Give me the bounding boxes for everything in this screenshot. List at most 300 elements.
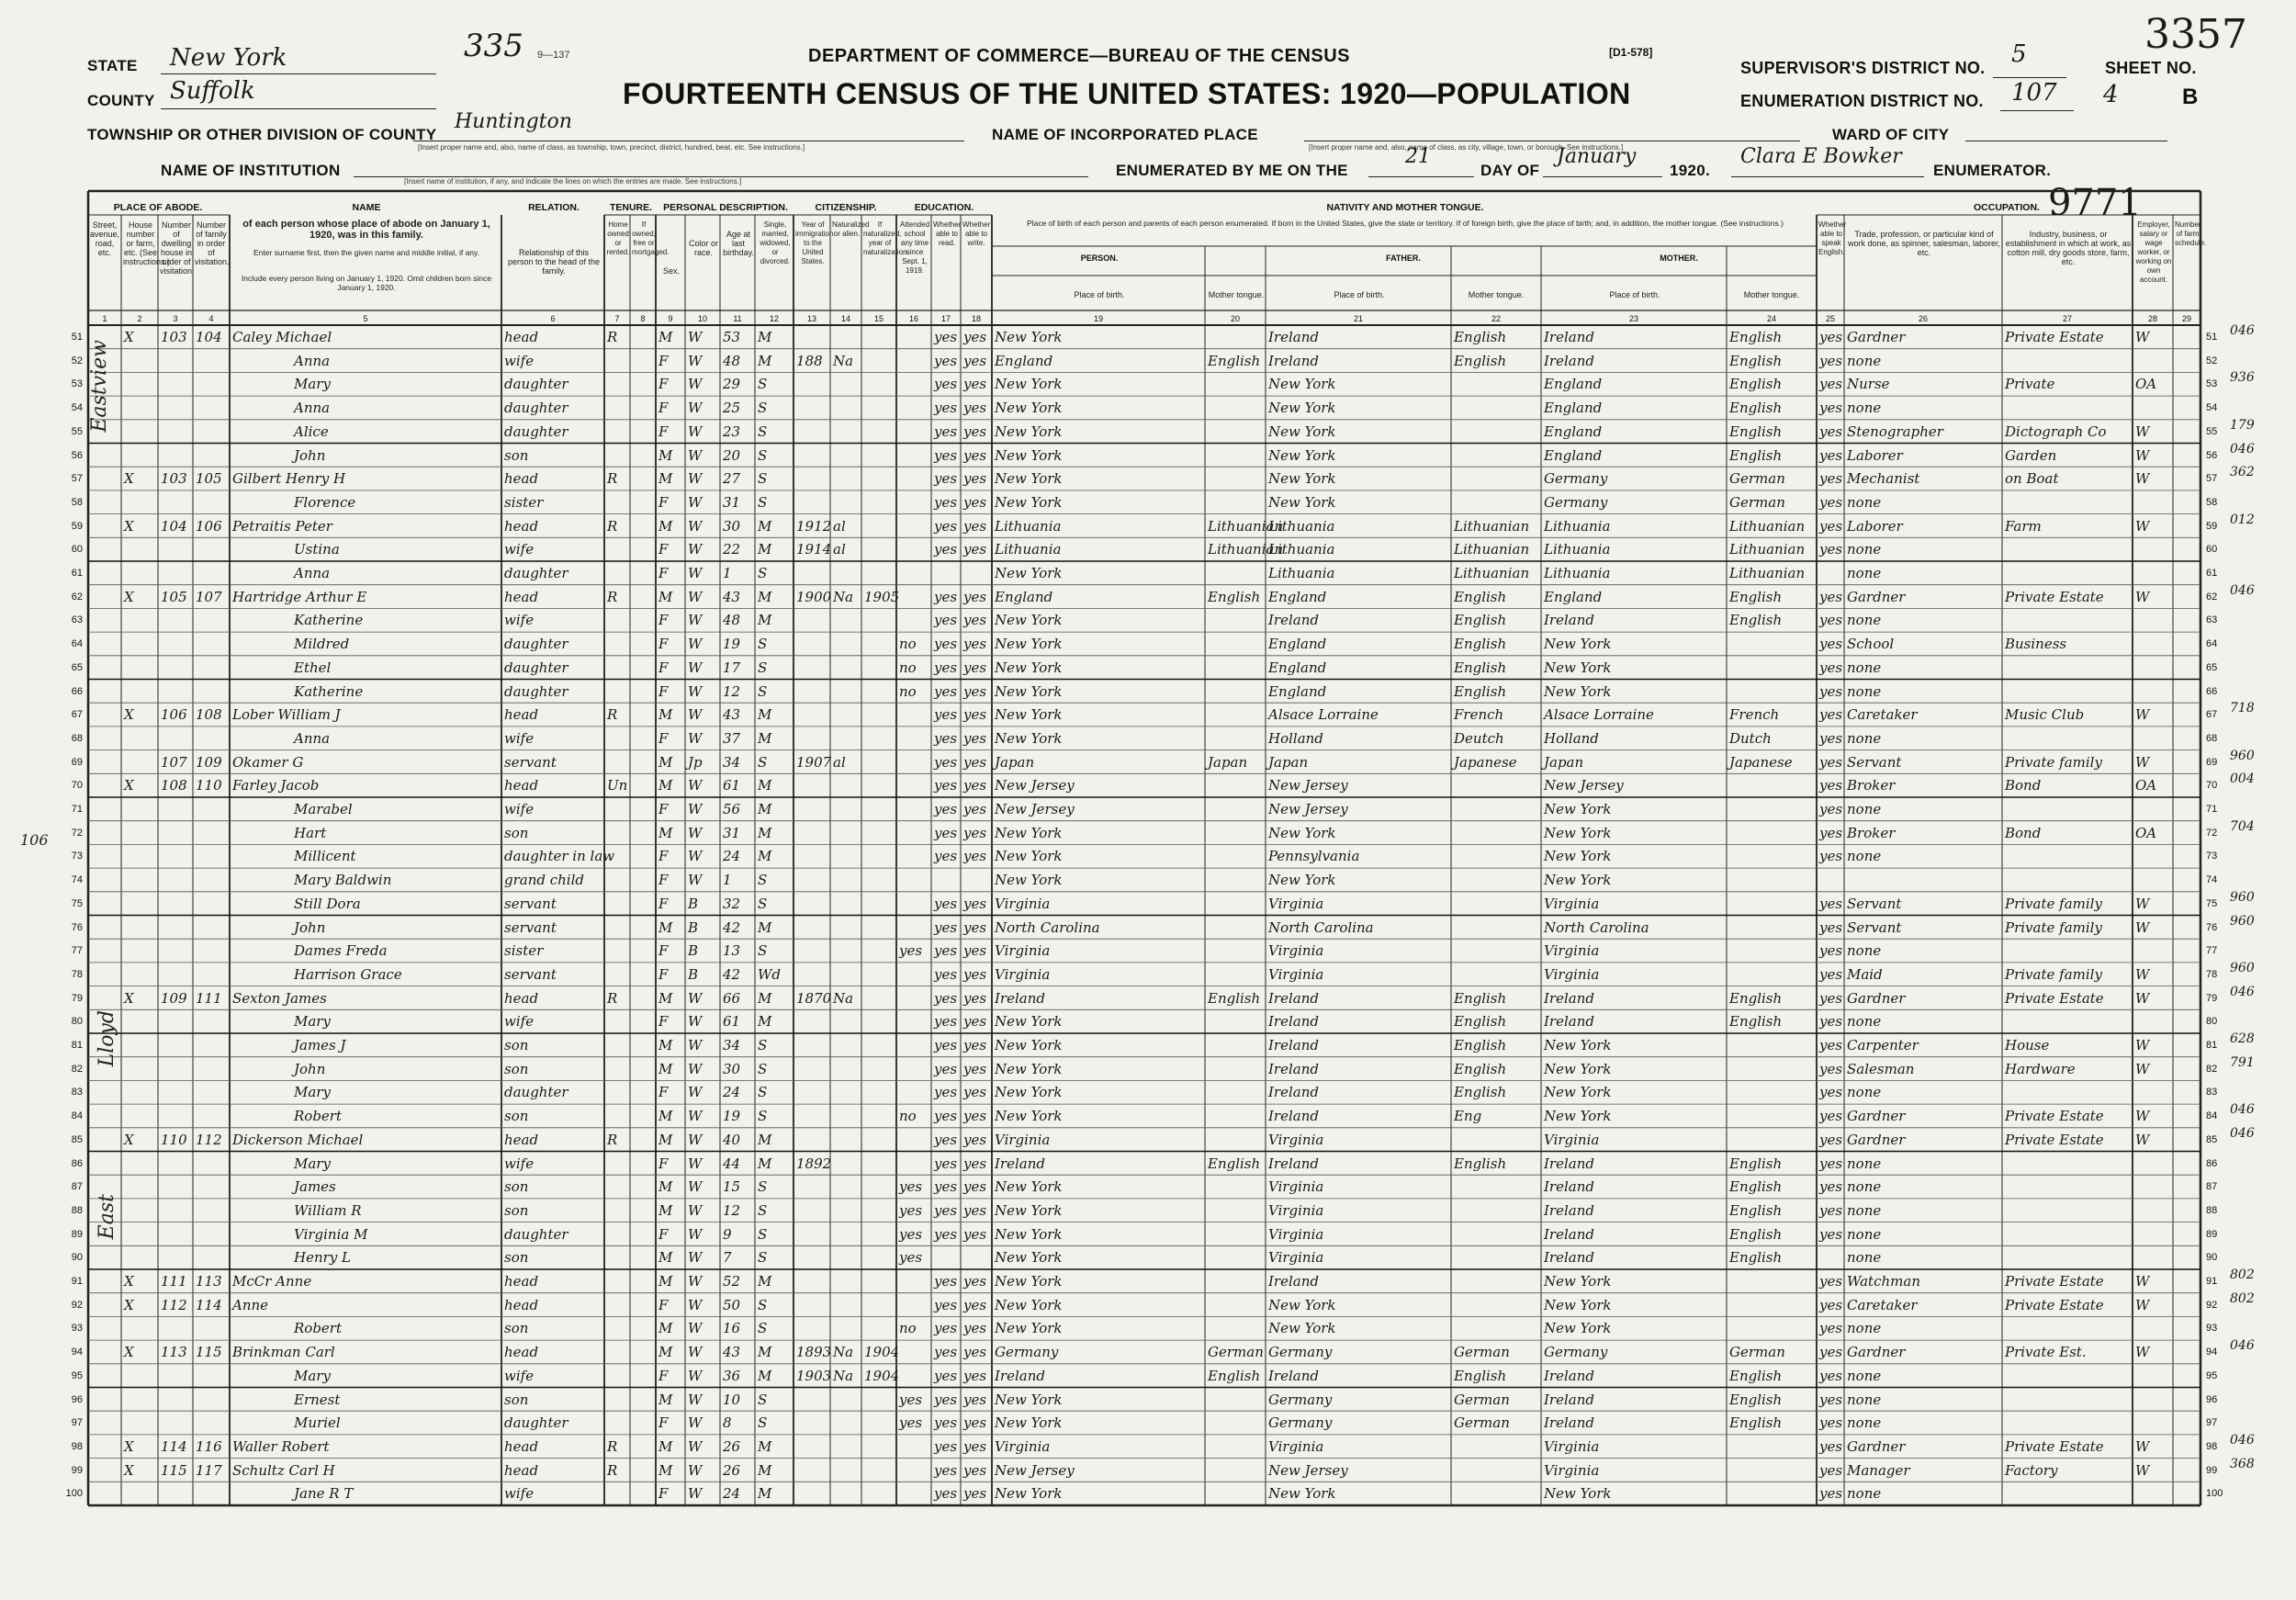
- cell-ms: S: [758, 1249, 768, 1267]
- cell-rd: yes: [934, 1060, 958, 1077]
- cell-fpob: Virginia: [1268, 1249, 1324, 1267]
- cell-sch: yes: [899, 1249, 923, 1267]
- name-desc-3: Include every person living on January 1, 1920. Omit children born since January 1, 1920.: [241, 274, 492, 292]
- cell-color: W: [688, 493, 703, 511]
- cell-sex: M: [658, 446, 673, 464]
- cell-rd: yes: [934, 777, 958, 794]
- cell-ind: on Boat: [2005, 470, 2059, 488]
- cell-mpob: Ireland: [1544, 1178, 1594, 1196]
- cell-sex: M: [658, 753, 673, 771]
- cell-emp: W: [2135, 1131, 2150, 1148]
- incorporated-note: [Insert proper name and, also, name of class, as city, village, town, or borough. See instructions.]: [1309, 143, 1624, 152]
- cell-name: Henry L: [294, 1249, 351, 1267]
- cell-rd: yes: [934, 1108, 958, 1125]
- line-number: 74: [71, 874, 83, 886]
- cell-rd: yes: [934, 682, 958, 700]
- cell-c3: 114: [161, 1437, 187, 1455]
- cell-age: 9: [723, 1225, 732, 1243]
- cell-rel: son: [504, 1320, 529, 1337]
- cell-age: 29: [723, 376, 741, 393]
- cell-name: Marabel: [294, 801, 353, 817]
- occupation-code: 046: [2230, 441, 2255, 456]
- cell-rd: yes: [934, 400, 958, 417]
- column-number: 12: [769, 314, 779, 323]
- cell-eng: yes: [1819, 1367, 1843, 1384]
- cell-mpob: Virginia: [1544, 895, 1600, 912]
- cell-age: 17: [723, 659, 741, 676]
- cell-rd: yes: [934, 801, 958, 817]
- cell-eng: yes: [1819, 588, 1843, 605]
- column-number: 22: [1491, 314, 1501, 323]
- cell-rel: head: [504, 706, 539, 724]
- cell-mpob: North Carolina: [1544, 918, 1649, 936]
- cell-eng: yes: [1819, 376, 1843, 393]
- cell-nyr: 1905: [864, 588, 900, 605]
- cell-eng: yes: [1819, 1437, 1843, 1455]
- cell-name: Anna: [294, 565, 331, 581]
- column-number: 15: [873, 314, 884, 323]
- cell-pob: New York: [995, 446, 1063, 464]
- cell-mpob: Ireland: [1544, 989, 1594, 1007]
- line-number: 69: [71, 756, 83, 768]
- line-number: 66: [71, 685, 83, 697]
- cell-fpob: Virginia: [1268, 965, 1324, 983]
- cell-mtong: English: [1729, 1201, 1783, 1219]
- column-number: 16: [908, 314, 918, 323]
- cell-color: W: [688, 352, 703, 369]
- column-number: 26: [1918, 314, 1928, 323]
- column-number: 27: [2062, 314, 2072, 323]
- cell-pob: New York: [995, 470, 1063, 488]
- cell-wr: yes: [963, 329, 987, 345]
- cell-trade: none: [1847, 659, 1882, 676]
- cell-age: 15: [723, 1178, 741, 1196]
- cell-rel: head: [504, 1131, 539, 1148]
- occupation-code: 791: [2230, 1054, 2255, 1070]
- cell-fpob: Germany: [1268, 1344, 1333, 1361]
- cell-ind: Private family: [2005, 918, 2102, 936]
- cell-mtong: English: [1729, 1225, 1783, 1243]
- line-number: 78: [71, 968, 83, 980]
- cell-rel: son: [504, 1178, 529, 1196]
- cell-sch: yes: [899, 1391, 923, 1408]
- cell-wr: yes: [963, 400, 987, 417]
- cell-wr: yes: [963, 1037, 987, 1054]
- column-number: 6: [550, 314, 556, 323]
- occupation-code: 046: [2230, 1125, 2255, 1141]
- cell-ind: Private Estate: [2005, 1437, 2104, 1455]
- cell-ftong: English: [1454, 659, 1507, 676]
- cell-mpob: Ireland: [1544, 612, 1594, 629]
- cell-mpob: Ireland: [1544, 329, 1594, 345]
- cell-ms: M: [758, 989, 772, 1007]
- cell-ms: M: [758, 1367, 772, 1384]
- cell-nat: Na: [833, 1367, 854, 1384]
- cell-tongue: English: [1208, 1155, 1261, 1172]
- cell-rd: yes: [934, 706, 958, 724]
- occupation-code: 046: [2230, 1338, 2255, 1354]
- cell-wr: yes: [963, 1414, 987, 1432]
- cell-wr: yes: [963, 965, 987, 983]
- cell-eng: yes: [1819, 1225, 1843, 1243]
- cell-own: R: [607, 1131, 618, 1148]
- cell-pob: New York: [995, 1201, 1063, 1219]
- cell-trade: none: [1847, 1367, 1882, 1384]
- cell-fpob: New York: [1268, 1320, 1336, 1337]
- cell-fpob: New Jersey: [1268, 1461, 1348, 1479]
- cell-mpob: Holland: [1544, 729, 1599, 747]
- cell-trade: Gardner: [1847, 1108, 1906, 1125]
- cell-sex: M: [658, 517, 673, 535]
- cell-mpob: Virginia: [1544, 965, 1600, 983]
- occupation-code: 046: [2230, 1102, 2255, 1118]
- cell-color: W: [688, 1414, 703, 1432]
- cell-rel: head: [504, 517, 539, 535]
- side-note-bottom: East: [96, 1194, 118, 1240]
- cell-c2: X: [124, 588, 134, 605]
- cell-mpob: Virginia: [1544, 1461, 1600, 1479]
- township-label: TOWNSHIP OR OTHER DIVISION OF COUNTY: [87, 126, 437, 143]
- cell-trade: Broker: [1847, 824, 1896, 841]
- cell-wr: yes: [963, 1084, 987, 1101]
- cell-name: Jane R T: [294, 1485, 354, 1503]
- cell-eng: yes: [1819, 1391, 1843, 1408]
- cell-trade: Caretaker: [1847, 1296, 1918, 1313]
- cell-mtong: English: [1729, 352, 1783, 369]
- cell-sch: no: [899, 636, 917, 653]
- cell-pob: Virginia: [995, 895, 1051, 912]
- cell-name: Okamer G: [232, 753, 304, 771]
- cell-c3: 103: [161, 329, 187, 345]
- cell-color: W: [688, 1461, 703, 1479]
- cell-ftong: French: [1454, 706, 1504, 724]
- cell-fpob: New Jersey: [1268, 801, 1348, 817]
- cell-color: W: [688, 1084, 703, 1101]
- cell-nat: al: [833, 517, 846, 535]
- cell-pob: Virginia: [995, 1437, 1051, 1455]
- cell-mpob: New York: [1544, 824, 1612, 841]
- occupation-code: 628: [2230, 1031, 2255, 1046]
- cell-mpob: New York: [1544, 1108, 1612, 1125]
- cell-eng: yes: [1819, 1108, 1843, 1125]
- cell-mtong: French: [1729, 706, 1780, 724]
- col-street-head: Street, avenue, road, etc.: [89, 220, 120, 257]
- cell-ftong: English: [1454, 352, 1507, 369]
- cell-eng: yes: [1819, 1296, 1843, 1313]
- cell-trade: none: [1847, 612, 1882, 629]
- cell-ms: M: [758, 801, 772, 817]
- cell-ind: Private Estate: [2005, 1296, 2104, 1313]
- line-number-right: 89: [2206, 1228, 2218, 1240]
- cell-sch: no: [899, 659, 917, 676]
- cell-color: W: [688, 659, 703, 676]
- enumeration-label: ENUMERATION DISTRICT NO.: [1740, 92, 1984, 110]
- line-number: 60: [71, 544, 83, 556]
- cell-ms: M: [758, 1461, 772, 1479]
- cell-name: Ethel: [294, 659, 332, 676]
- cell-mpob: Virginia: [1544, 942, 1600, 960]
- cell-eng: yes: [1819, 352, 1843, 369]
- sub-person: PERSON.: [1080, 254, 1119, 263]
- cell-c3: 104: [161, 517, 187, 535]
- cell-emp: W: [2135, 588, 2150, 605]
- cell-fpob: New York: [1268, 423, 1336, 440]
- cell-ms: S: [758, 493, 768, 511]
- cell-sex: F: [658, 1414, 669, 1432]
- line-number: 59: [71, 520, 83, 532]
- cell-name: Mildred: [294, 636, 350, 653]
- cell-trade: none: [1847, 493, 1882, 511]
- cell-mtong: English: [1729, 588, 1783, 605]
- cell-trade: Carpenter: [1847, 1037, 1919, 1054]
- cell-mpob: New York: [1544, 1320, 1612, 1337]
- group-abode: PLACE OF ABODE.: [113, 202, 203, 213]
- cell-imm: 1903: [796, 1367, 832, 1384]
- cell-color: W: [688, 682, 703, 700]
- col-read-head: Whether able to read.: [933, 220, 962, 247]
- cell-rel: daughter: [504, 400, 568, 417]
- col-school-head: Attended school any time since Sept. 1, 1919.: [899, 220, 930, 275]
- cell-sex: M: [658, 1461, 673, 1479]
- cell-ms: S: [758, 1296, 768, 1313]
- cell-c3: 107: [161, 753, 187, 771]
- line-number: 54: [71, 402, 83, 414]
- cell-c4: 110: [196, 777, 222, 794]
- cell-rel: wife: [504, 801, 535, 817]
- cell-c2: X: [124, 1437, 134, 1455]
- cell-fpob: Virginia: [1268, 1201, 1324, 1219]
- cell-color: W: [688, 1225, 703, 1243]
- column-number: 14: [840, 314, 850, 323]
- cell-rel: wife: [504, 352, 535, 369]
- cell-eng: yes: [1819, 1344, 1843, 1361]
- supervisor-value: 5: [2011, 40, 2027, 68]
- cell-sex: M: [658, 706, 673, 724]
- cell-own: Un: [607, 777, 628, 794]
- cell-wr: yes: [963, 682, 987, 700]
- cell-age: 7: [723, 1249, 732, 1267]
- cell-ms: S: [758, 942, 768, 960]
- cell-ms: S: [758, 1320, 768, 1337]
- line-number-right: 64: [2206, 638, 2218, 650]
- cell-age: 44: [723, 1155, 741, 1172]
- cell-color: W: [688, 1296, 703, 1313]
- sheet-value: 4: [2103, 81, 2119, 108]
- cell-color: W: [688, 376, 703, 393]
- cell-age: 30: [723, 517, 741, 535]
- cell-ftong: German: [1454, 1344, 1510, 1361]
- line-number-right: 60: [2206, 544, 2218, 556]
- cell-ms: S: [758, 895, 768, 912]
- cell-color: B: [688, 895, 699, 912]
- cell-sex: M: [658, 1273, 673, 1290]
- name-desc: of each person whose place of abode on January 1, 1920, was in this family.: [242, 219, 490, 241]
- cell-name: Florence: [294, 493, 356, 511]
- cell-sex: M: [658, 777, 673, 794]
- cell-eng: yes: [1819, 895, 1843, 912]
- cell-age: 12: [723, 1201, 741, 1219]
- cell-pob: New York: [995, 1296, 1063, 1313]
- cell-ftong: English: [1454, 1155, 1507, 1172]
- cell-ftong: English: [1454, 329, 1507, 345]
- cell-sch: yes: [899, 1414, 923, 1432]
- cell-pob: New York: [995, 706, 1063, 724]
- line-number-right: 65: [2206, 661, 2218, 673]
- cell-fpob: Ireland: [1268, 1037, 1319, 1054]
- cell-color: W: [688, 446, 703, 464]
- cell-mpob: Ireland: [1544, 352, 1594, 369]
- cell-trade: Laborer: [1847, 517, 1903, 535]
- cell-rd: yes: [934, 1225, 958, 1243]
- col-owned-head: Home owned or rented.: [606, 220, 630, 256]
- cell-trade: Laborer: [1847, 446, 1903, 464]
- line-number-right: 90: [2206, 1252, 2218, 1264]
- cell-mpob: New York: [1544, 682, 1612, 700]
- cell-wr: yes: [963, 1273, 987, 1290]
- column-number: 8: [640, 314, 646, 323]
- cell-trade: Nurse: [1847, 376, 1890, 393]
- cell-age: 48: [723, 352, 741, 369]
- cell-fpob: Lithuania: [1268, 565, 1335, 581]
- cell-emp: W: [2135, 1461, 2150, 1479]
- cell-wr: yes: [963, 423, 987, 440]
- cell-rel: daughter: [504, 1084, 568, 1101]
- line-number-right: 88: [2206, 1204, 2218, 1216]
- cell-sch: no: [899, 682, 917, 700]
- cell-age: 31: [723, 824, 741, 841]
- cell-sex: M: [658, 1131, 673, 1148]
- col-natur-head: Naturalized or alien.: [832, 220, 870, 238]
- line-number: 65: [71, 661, 83, 673]
- cell-wr: yes: [963, 1013, 987, 1031]
- cell-ind: Business: [2005, 636, 2067, 653]
- cell-ind: Dictograph Co: [2005, 423, 2107, 440]
- cell-rd: yes: [934, 895, 958, 912]
- cell-wr: yes: [963, 541, 987, 558]
- line-number-right: 53: [2206, 378, 2218, 390]
- column-number: 2: [137, 314, 142, 323]
- line-number: 86: [71, 1157, 83, 1169]
- cell-ms: M: [758, 352, 772, 369]
- cell-rel: head: [504, 470, 539, 488]
- cell-age: 43: [723, 588, 741, 605]
- cell-pob: Ireland: [995, 1155, 1045, 1172]
- cell-fpob: Lithuania: [1268, 517, 1335, 535]
- cell-trade: Gardner: [1847, 588, 1906, 605]
- column-number: 18: [971, 314, 981, 323]
- cell-color: W: [688, 636, 703, 653]
- cell-rd: yes: [934, 1391, 958, 1408]
- cell-ms: S: [758, 1414, 768, 1432]
- line-number-right: 95: [2206, 1369, 2218, 1381]
- cell-c3: 111: [161, 1273, 187, 1290]
- cell-mtong: German: [1729, 470, 1785, 488]
- cell-mpob: Ireland: [1544, 1414, 1594, 1432]
- cell-ms: S: [758, 446, 768, 464]
- cell-fpob: New York: [1268, 400, 1336, 417]
- cell-rd: yes: [934, 1485, 958, 1503]
- cell-rel: head: [504, 588, 539, 605]
- cell-ind: Hardware: [2005, 1060, 2076, 1077]
- cell-wr: yes: [963, 1296, 987, 1313]
- line-number-right: 76: [2206, 921, 2218, 933]
- cell-wr: yes: [963, 753, 987, 771]
- col-yearnat-head: If naturalized, year of naturalization.: [863, 220, 909, 256]
- cell-rel: head: [504, 1461, 539, 1479]
- state-value: New York: [170, 44, 287, 72]
- cell-eng: yes: [1819, 1320, 1843, 1337]
- institution-note: [Insert name of institution, if any, and indicate the lines on which the entries are made. See instructions.]: [404, 177, 742, 186]
- cell-tongue: English: [1208, 989, 1261, 1007]
- cell-trade: none: [1847, 1485, 1882, 1503]
- cell-fpob: England: [1268, 588, 1327, 605]
- cell-ftong: Lithuanian: [1454, 517, 1530, 535]
- cell-ftong: English: [1454, 636, 1507, 653]
- cell-mpob: Ireland: [1544, 1367, 1594, 1384]
- cell-trade: none: [1847, 848, 1882, 865]
- cell-wr: yes: [963, 1225, 987, 1243]
- col-pob-head: Place of birth.: [1074, 290, 1125, 299]
- cell-fpob: Ireland: [1268, 1084, 1319, 1101]
- cell-trade: Gardner: [1847, 1437, 1906, 1455]
- cell-ind: Private Estate: [2005, 1108, 2104, 1125]
- cell-mpob: Japan: [1544, 753, 1584, 771]
- cell-name: McCr Anne: [232, 1273, 312, 1290]
- cell-mpob: New York: [1544, 1060, 1612, 1077]
- cell-sex: M: [658, 1320, 673, 1337]
- cell-sex: F: [658, 659, 669, 676]
- cell-color: B: [688, 942, 699, 960]
- cell-pob: New York: [995, 1225, 1063, 1243]
- cell-ind: Farm: [2005, 517, 2042, 535]
- cell-trade: Gardner: [1847, 989, 1906, 1007]
- cell-name: Katherine: [294, 612, 364, 629]
- cell-sex: M: [658, 1108, 673, 1125]
- line-number-right: 87: [2206, 1181, 2218, 1193]
- line-number: 58: [71, 496, 83, 508]
- cell-rel: head: [504, 1344, 539, 1361]
- cell-mtong: English: [1729, 612, 1783, 629]
- cell-rel: head: [504, 777, 539, 794]
- cell-mpob: England: [1544, 423, 1603, 440]
- cell-sex: F: [658, 682, 669, 700]
- cell-rd: yes: [934, 918, 958, 936]
- cell-tongue: Lithuanian: [1208, 541, 1284, 558]
- cell-eng: yes: [1819, 1084, 1843, 1101]
- cell-age: 43: [723, 706, 741, 724]
- cell-name: Hart: [294, 824, 327, 841]
- cell-pob: New York: [995, 1320, 1063, 1337]
- line-number: 70: [71, 780, 83, 792]
- cell-age: 19: [723, 1108, 741, 1125]
- column-number: 5: [363, 314, 368, 323]
- col-age-head: Age at last birthday.: [723, 230, 754, 257]
- cell-name: Anne: [232, 1296, 269, 1313]
- cell-wr: yes: [963, 729, 987, 747]
- cell-name: Still Dora: [294, 895, 361, 912]
- cell-fpob: Alsace Lorraine: [1268, 706, 1379, 724]
- cell-fpob: Ireland: [1268, 1155, 1319, 1172]
- cell-name: James J: [294, 1037, 346, 1054]
- cell-color: W: [688, 729, 703, 747]
- cell-name: Anna: [294, 352, 331, 369]
- cell-mpob: New York: [1544, 848, 1612, 865]
- cell-ms: M: [758, 824, 772, 841]
- cell-wr: yes: [963, 1060, 987, 1077]
- line-number: 55: [71, 425, 83, 437]
- cell-rd: yes: [934, 1084, 958, 1101]
- cell-c2: X: [124, 706, 134, 724]
